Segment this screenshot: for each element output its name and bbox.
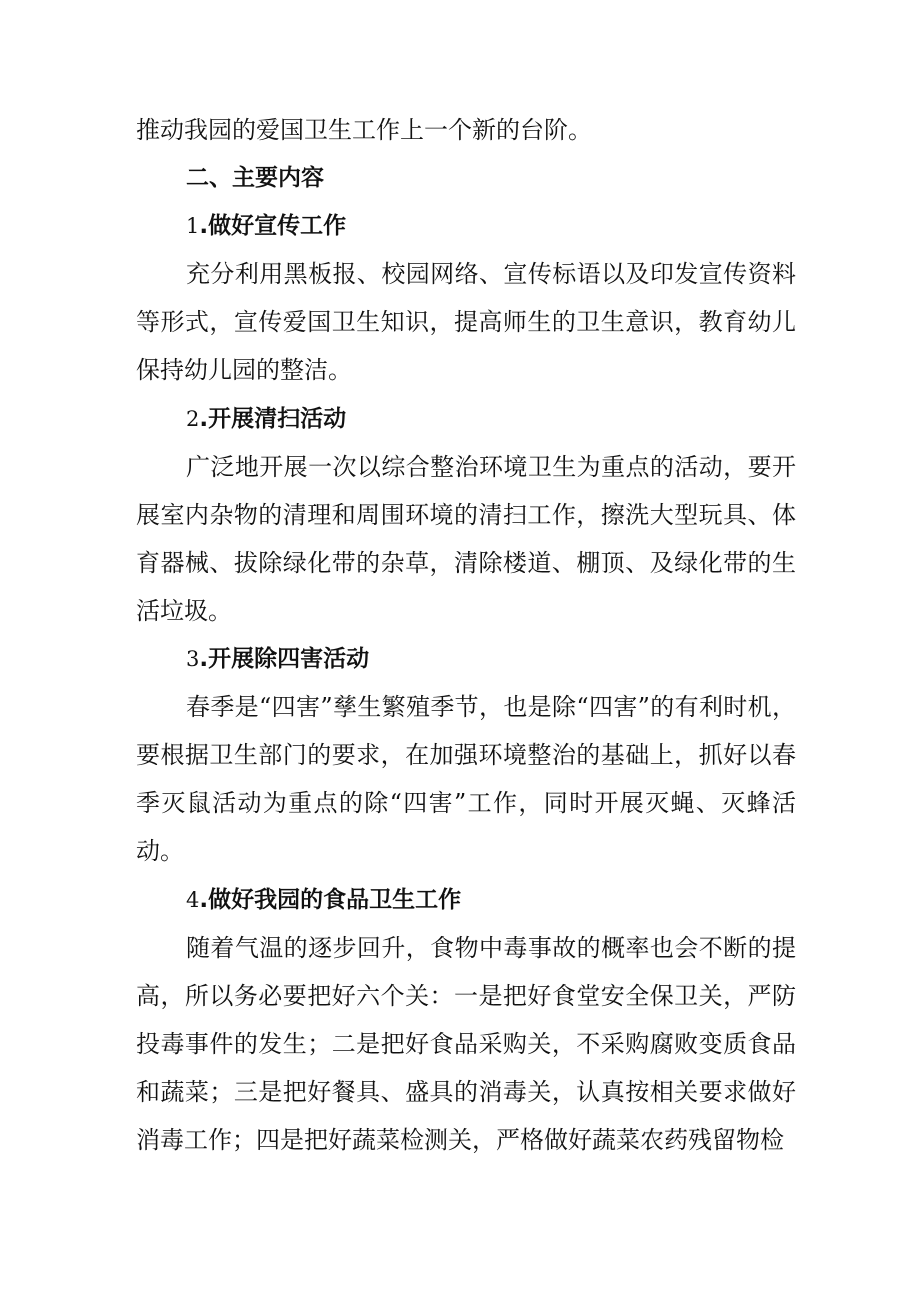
item-title: .做好宣传工作 [199, 213, 347, 240]
item-2-heading [136, 395, 796, 443]
item-3-paragraph: 春季是“四害”孳生繁殖季节，也是除“四害”的有利时机，要根据卫生部门的要求，在加强环境整治的基础上，抓好以春季灭鼠活动为重点的除“四害”工作，同时开展灭蝇、灭蜂活动。 [136, 693, 796, 866]
item-title: .开展清扫活动 [199, 405, 347, 432]
item-4-heading [136, 876, 796, 924]
section-title: 二、主要内容 [186, 165, 324, 192]
continuation-paragraph: 推动我园的爱国卫生工作上一个新的台阶。 [136, 116, 592, 144]
item-3-heading [136, 635, 796, 683]
item-number: 4 [186, 887, 200, 912]
item-1-heading [136, 202, 796, 250]
item-1-paragraph: 充分利用黑板报、校园网络、宣传标语以及印发宣传资料等形式，宣传爱国卫生知识，提高师生的卫生意识，教育幼儿保持幼儿园的整洁。 [136, 260, 796, 385]
item-number: 3 [186, 647, 200, 672]
item-2-paragraph: 广泛地开展一次以综合整治环境卫生为重点的活动，要开展室内杂物的清理和周围环境的清扫工作，擦洗大型玩具、体育器械、拔除绿化带的杂草，清除楼道、棚顶、及绿化带的生活垃圾。 [136, 452, 796, 625]
item-number: 1 [186, 214, 200, 239]
document-body [136, 106, 796, 1164]
item-number: 2 [186, 406, 200, 431]
item-title: .开展除四害活动 [199, 646, 370, 673]
item-title: .做好我园的食品卫生工作 [199, 886, 462, 913]
item-4-paragraph: 随着气温的逐步回升，食物中毒事故的概率也会不断的提高，所以务必要把好六个关：一是把好食堂安全保卫关，严防投毒事件的发生；二是把好食品采购关，不采购腐败变质食品和蔬菜；三是把好餐具、盛具的消毒关，认真按相关要求做好消毒工作；四是把好蔬菜检测关，严格做好蔬菜农药残留物检 [136, 933, 796, 1154]
